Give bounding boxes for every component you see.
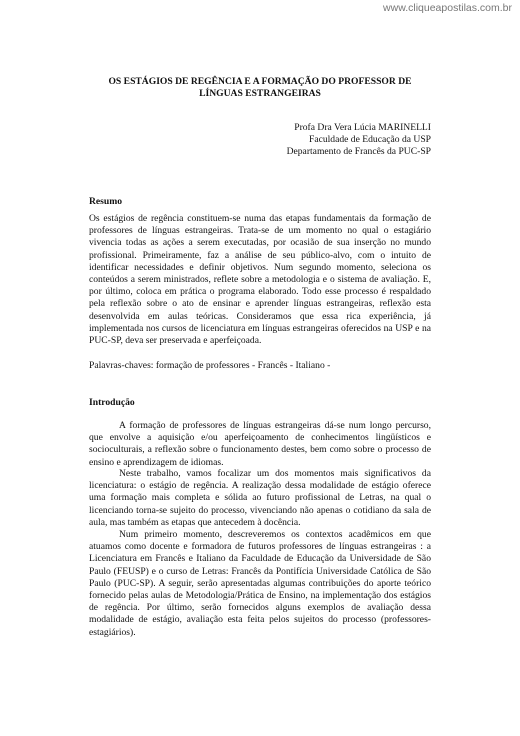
paper-title: OS ESTÁGIOS DE REGÊNCIA E A FORMAÇÃO DO PROFESSOR DE LÍNGUAS ESTRANGEIRAS xyxy=(108,76,412,99)
intro-paragraph-1: A formação de professores de línguas estrangeiras dá-se num longo percurso, que envolve a aquisição e/ou aperfeiçoamento de conhecimentos lingüísticos e socioculturais, a reflexão sobre o funcionamento destes, bem como sobre o processo de ensino e aprendizagem de idiomas. xyxy=(89,420,431,468)
introducao-heading: Introdução xyxy=(89,397,135,408)
resumo-heading: Resumo xyxy=(89,196,123,207)
author-department: Departamento de Francês da PUC-SP xyxy=(286,146,431,157)
keywords: Palavras-chaves: formação de professores - Francês - Italiano - xyxy=(89,360,331,371)
resumo-text: Os estágios de regência constituem-se numa das etapas fundamentais da formação de professores de línguas estrangeiras. Trata-se de um momento no qual o estagiário vivencia todas as ações a serem executadas, por ocasião de sua inserção no mundo profissional. Primeiramente, faz a análise de seu público-alvo, com o intuito de identificar necessidades e definir objetivos. Num segundo momento, seleciona os conteúdos a serem ministrados, reflete sobre a metodologia e o sistema de avaliação. E, por último, coloca em prática o programa elaborado. Todo esse processo é respaldado pela reflexão sobre o ato de ensinar e aprender línguas estrangeiras, reflexão esta desenvolvida em aulas teóricas. Consideramos que essa rica experiência, já implementada nos cursos de licenciatura em línguas estrangeiras oferecidos na USP e na PUC-SP, deva ser preservada e aperfeiçoada. xyxy=(89,213,431,347)
author-name: Profa Dra Vera Lúcia MARINELLI xyxy=(294,122,431,133)
author-block xyxy=(211,122,431,158)
watermark: www.cliqueapostilas.com.br xyxy=(383,2,512,14)
author-affiliation: Faculdade de Educação da USP xyxy=(308,134,431,145)
intro-paragraph-3: Num primeiro momento, descreveremos os contextos acadêmicos em que atuamos como docente e formadora de futuros professores de línguas estrangeiras : a Licenciatura em Francês e Italiano da Faculdade de Educação da Universidade de São Paulo (FEUSP) e o curso de Letras: Francês da Pontifícia Universidade Católica de São Paulo (PUC-SP). A seguir, serão apresentadas algumas contribuições do aporte teórico fornecido pelas aulas de Metodologia/Prática de Ensino, na implementação dos estágios de regência. Por último, serão fornecidos alguns exemplos de avaliação dessa modalidade de estágio, avaliação esta feita pelos sujeitos do processo (professores-estagiários). xyxy=(89,529,431,638)
intro-paragraph-2: Neste trabalho, vamos focalizar um dos momentos mais significativos da licenciatura: o estágio de regência. A realização dessa modalidade de estágio oferece uma formação mais completa e sólida ao futuro profissional de Letras, na qual o licenciando torna-se sujeito do processo, vivenciando não apenas o cotidiano da sala de aula, mas também as etapas que antecedem à docência. xyxy=(89,468,431,528)
